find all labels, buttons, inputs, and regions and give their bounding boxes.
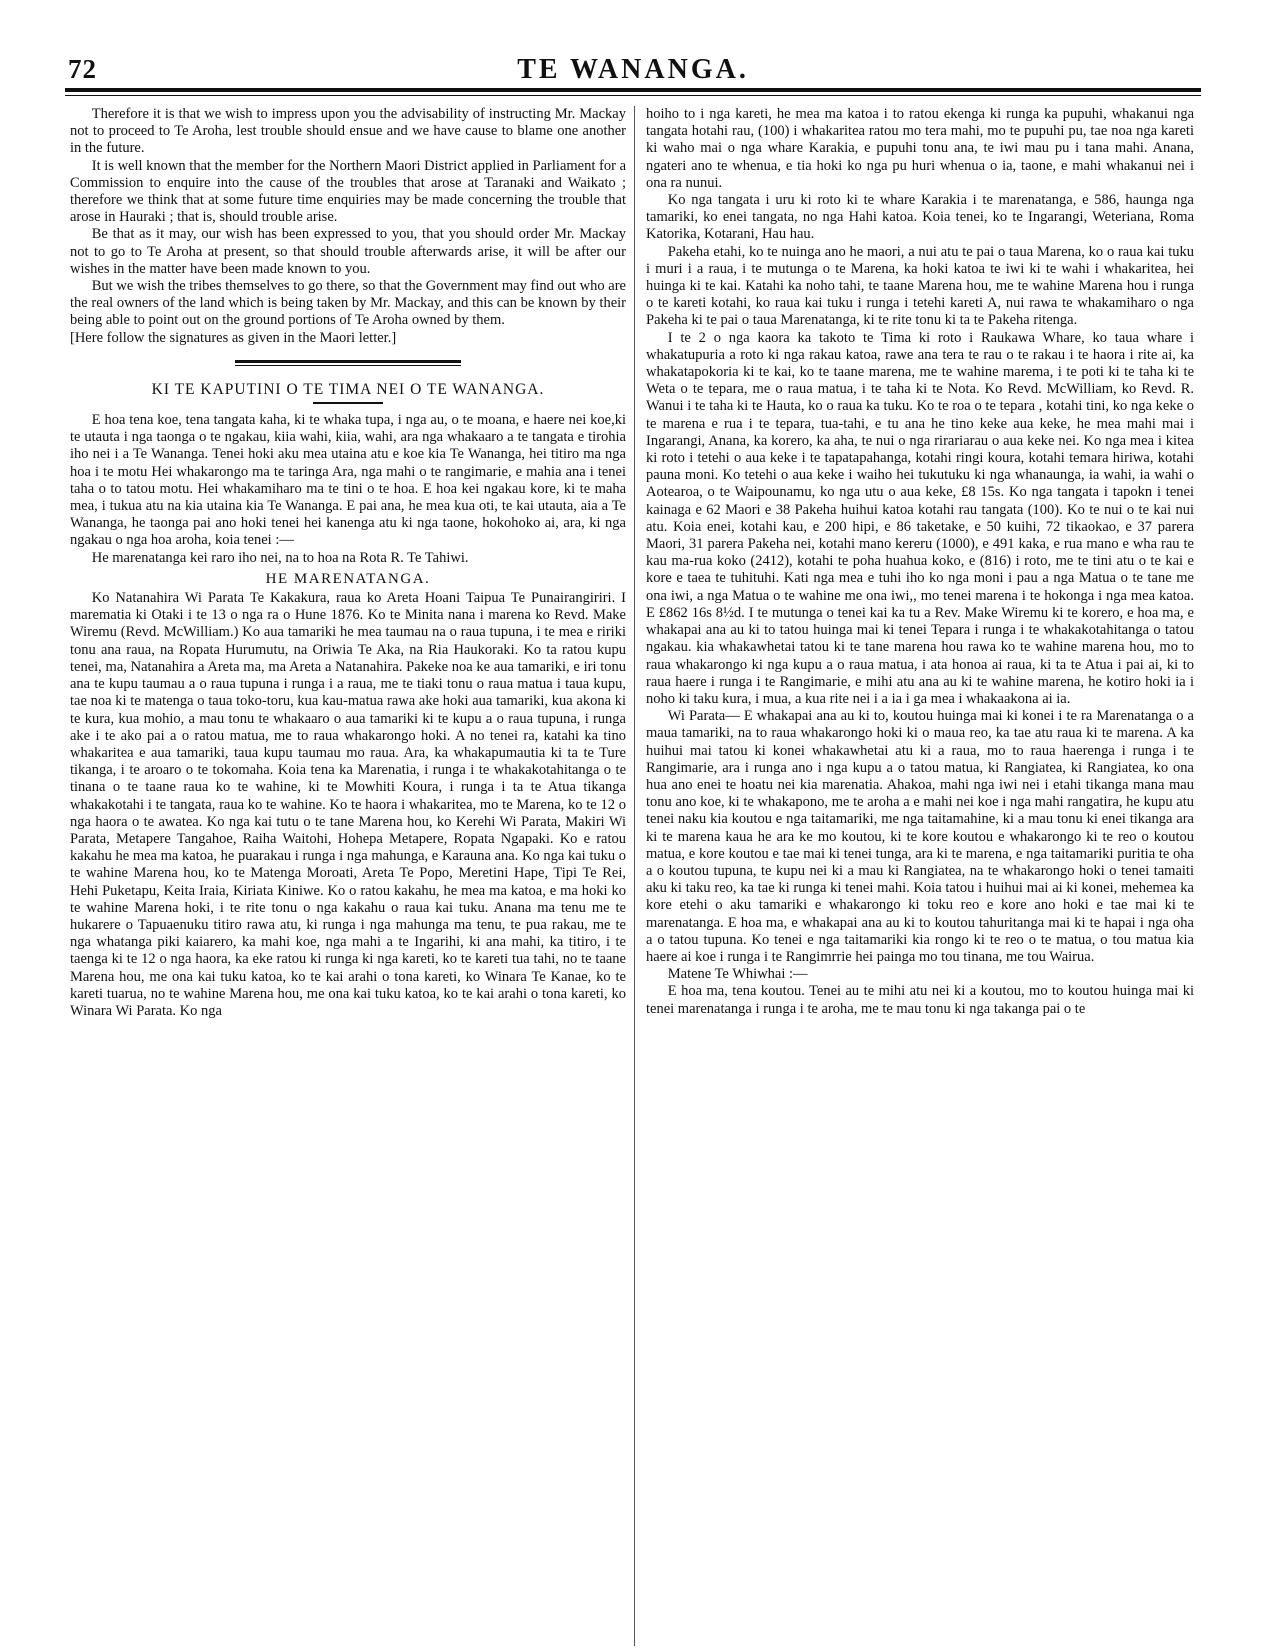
paragraph: Be that as it may, our wish has been expressed to you, that you should order Mr. Mackay not to go to Te Aroha at present, so that should trouble afterwards arise, it will be after our wishes in the matter have been made known to you. [70,226,626,277]
speaker-label: Matene Te Whiwhai :— [667,966,808,983]
header-rule-thin [65,95,1201,96]
title-rule [313,402,383,404]
column-divider [634,106,635,1646]
right-column [646,106,1194,1018]
section-separator [70,355,626,373]
paragraph: Ko Natanahira Wi Parata Te Kakakura, raua ko Areta Hoani Taipua Te Punairangiriri. I marematia ki Otaki i te 13 o nga ra o Hune 1876. Ko te Minita nana i marena ko Revd. Make Wiremu (Revd. McWilliam.) Ko aua tamariki he mea taumau na o raua tupuna, i te mea e ririki tonu ana raua, na Ropata Hurumutu, na Oriwia Te Aka, na Ria Haukoraki. Ko ta ratou kupu tenei, ma, Natanahira a Areta ma, ma Areta a Natanahira. Pakeke noa ke aua tamariki, e iri tonu ana te kupu taumau a o raua tupuna i runga i a raua, me te tiaki tonu o raua matua i taua kupu, tae noa ki te matenga o taua toko-toru, kua kau-matua rawa ake hoki aua tamariki, kua akona ki te kura, kua mohio, a mau tonu te whakaaro o aua tamariki ki te kupu a o raua tupuna, i runga ake i te ako pai a o ratou matua, me to raua whakarongo hoki. A no tenei ra, katahi ka tino whakaritea e aua tamariki, taua kupu taumau mo raua. Ara, ka whakapumautia ki ta te Ture tikanga, i te aroaro o te tokomaha. Koia tena ka Marenatia, i runga i te whakakotahitanga o te tinana o te taane raua ko te wahine, ki te Mowhiti Koura, i runga i ta te Atua tikanga whakakotahi i te tangata, raua ko te wahine. Ko te haora i whakaritea, mo te Marena, ko te 12 o nga haora o te awatea. Ko nga kai tutu o te tane Marena hou, ko Kerehi Wi Parata, Makiri Wi Parata, Metapere Tangahoe, Raiha Waitohi, Hohepa Metapere, Ropata Ngapaki. Ko e ratou kakahu he mea ma katoa, he puarakau i runga i nga mahunga, e Karauna ana. Ko nga kai tuku o te wahine Marena hou, ko te Matenga Moroati, Areta Te Popo, Meretini Hape, Tipi Te Rei, Hehi Puketapu, Keita Iraia, Kiriata Kiniwe. Ko o ratou kakahu, he mea ma katoa, e ma hoki ko te wahine Marena hoki, i te rite tonu o nga kakahu o raua kai tuku. Anana ma tenu me te hukarere o Tapuaenuku titiro rawa atu, ki runga i nga mahunga ma tenu, te pua rakau, me te nga whatanga piki kaiarero, ka mahi koe, nga mahi a te Ingarihi, ki ana mahi, ka titiro, i te taenga ki te 12 o nga haora, ka eke ratou ki runga ki nga kareti, ko te kareti tua tahi, no te taane Marena hou, me ona kai tuku katoa, ko te kai arahi o tona kareti, ko Winara Te Kanae, ko te kareti tuarua, no te wahine Marena hou, me ona kai tuku katoa, ko te kai arahi o tona kareti, ko Winara Wi Parata. Ko nga [70,590,626,1019]
section-title: KI TE KAPUTINI O TE TIMA NEI O TE WANANGA. [151,380,545,398]
masthead-title: TE WANANGA. [517,54,749,85]
paragraph: I te 2 o nga kaora ka takoto te Tima ki roto i Raukawa Whare, ko taua whare i whakatupuria a roto ki nga rakau katoa, rawe ana tera te rau o te rakau i te haora i rite ai, ka whakatapokoria ki te kai, ko te taane marena, me te wahine marema, i te poti ki te taha ki te Weta o te tepara, me o raua matua, i te taha ki te Nota. Ko Revd. McWilliam, ko Revd. R. Wanui i te taha ki te Hauta, ko o raua ka tuku. Ko te roa o te tepara , kotahi tini, ko nga keke o te marena e rua i te tepara, tua-tahi, e tu ana he tino keke aua keke, he mea mahi mai i Ingarangi, Anana, ka korero, ka aha, te nui o nga rirariarau o aua keke nei. Ko nga mea i kitea ki roto i tetehi o aua keke i te tapatapahanga, kotahi ringi koura, kotahi temara hiriwa, kotahi pauna moni. Ko tetehi o aua keke i waiho hei tukutuku ki nga whanaunga, ia wahi, ia wahi o Aotearoa, o te Waipounamu, ko nga utu o aua keke, £8 15s. Ko nga tangata i tapokn i tenei kainaga e 62 Maori e 38 Pakeha huihui katoa kotahi rau tangata (100). Ko te nui o te kai nui atu. Koia enei, kotahi kau, e 200 hipi, e 86 taketake, e 50 kuihi, 72 tikaokao, e 37 parera Maori, 31 parera Pakeha nei, kotahi mano kereru (1000), e 491 kaka, e rua mano e wha rau te kau ma-rua koko (2412), kotahi te poha huahua koko, e (816) i roto, me te tini atu o te kai e kore e taea te tuhituhi. Kati nga mea e tuhi iho ko nga moni i pau a nga Matua o te tane me ona iwi, a nga Matua o te wahine me ona iwi,, mo tenei marena i te hokonga i nga mea katoa. E £862 16s 8½d. I te mutunga o tenei kai ka tu a Rev. Make Wiremu ki te korero, e hoa ma, e whakapai ana au ki to tatou huinga mai ki tenei Tepara i runga i te whakakotahitanga o tatou ngakau. kia whakawhetai tatou ki te tane marena hou rawa ko te wahine marena hou, mo to raua whakarongo ki nga kupu a o raua matua, i ata honoa ai raua, ki ta te Atua i pai ai, ki to raua haere i runga i te Rangimarie, e mihi atu ana au ki te wahine marena, he kotiro hoki ia i noho ki taku kura, i mua, a kua rite nei i a ia i ga mea i whakaakona ai ia. [646,329,1194,707]
page-header [60,46,1206,86]
paragraph: Therefore it is that we wish to impress upon you the advisability of instructing Mr. Mackay not to proceed to Te Aroha, lest trouble should ensue and we have cause to blame one another in the future. [70,106,626,157]
paragraph: hoiho to i nga kareti, he mea ma katoa i to ratou ekenga ki runga ka pupuhi, whakanui nga tangata hotahi rau, (100) i whakaritea ratou mo tera mahi, mo te pupuhi pu, tae noa nga kareti ki waho mai o nga whare Karakia, e pupuhi tonu ana, te iwi mau pu i tana mahi. Anana, ngateri ano te whenua, e tia hoki ko nga pu huri whenua o ia, taone, e mahi whakanui nei i ona ra nunui. [646,106,1194,191]
paragraph: E hoa ma, tena koutou. Tenei au te mihi atu nei ki a koutou, mo to koutou huinga mai ki tenei marenatanga i runga i te aroha, me te mau tonu ki nga takanga pai o te [646,983,1194,1017]
paragraph: Wi Parata— E whakapai ana au ki to, koutou huinga mai ki konei i te ra Marenatanga o a maua tamariki, na to raua whakarongo hoki ki o maua reo, ka tae atu raua ki te marena. A ka huihui mai tatou ki konei whakawhetai atu ki a raua, mo to raua haerenga i runga i te Rangimarie, ara i runga ano i nga kupu a o tatou matua, ki Rangiatea, ki Rangiatea, ko ona hua ano enei te hoatu nei kia marenatia. Ahakoa, mahi nga iwi nei i etahi tikanga mana mau tonu ano koe, ki te whakapono, me te aroha a e mahi nei koe i nga mahi rangatira, he kupu atu tenei naku kia koutou e nga taitamariki, me nga taitamahine, ki a mau tonu ki enei tikanga ara ki te marena kaua he ara ke mo koutou, ki te kore koutou e whakarongo ki te reo o koutou matua, e kore koutou e tae mai ki tenei tunga, ara ki te marena, e nga taitamariki puritia te oha a o koutou tupuna, te kupu nei ki a mau ki Rangiatea, na te whakarongo hoki o tenei tamaiti aku ki taku reo, ka tae ki runga ki tenei mahi. Koia tatou i huihui mai ai ki konei, mehemea ka kore etehi o aku tamariki e whakarongo ki toku reo e kore ano hoki e tae mai ki te marenatanga. E hoa ma, e whakapai ana au ki to koutou tahuritanga mai ki te hapai i nga oha a o tatou tupuna. Ko tenei e nga taitamariki kia rongo ki te reo o te matua, o tou matua kia haere ai koe i runga i te Rangimrrie hei painga mo tou tinana, me tou Wairua. [646,708,1194,965]
paragraph: But we wish the tribes themselves to go there, so that the Government may find out who are the real owners of the land which is being taken by Mr. Mackay, and this can be known by their being able to point out on the ground portions of Te Aroha owned by them. [70,278,626,329]
left-column [70,106,626,1020]
paragraph: Ko nga tangata i uru ki roto ki te whare Karakia i te marenatanga, e 586, haunga nga tamariki, ko enei tangata, no nga Hahi katoa. Koia tenei, ko te Ingarangi, Weteriana, Roma Katorika, Kotarani, Hau hau. [646,192,1194,243]
paragraph: He marenatanga kei raro iho nei, na to hoa na Rota R. Te Tahiwi. [91,549,469,566]
paragraph: Pakeha etahi, ko te nuinga ano he maori, a nui atu te pai o taua Marena, ko o raua kai tuku i muri i a raua, i te mutunga o te Marena, ka hoki katoa te iwi ki te wahi i whakaritea, hei huinga ki te kai. Katahi ka noho tahi, te taane Marena hou, me te wahine Marena hou i runga o te kareti kotahi, ko raua kai tuku i runga i tetehi kareti A, nui rawa te whakamiharo o nga Pakeha ki te pai o taua Marenatanga, ki te rite tonu ki ta te Pakeha ritenga. [646,243,1194,329]
page-number: 72 [68,54,97,84]
subheading: HE MARENATANGA. [265,570,431,587]
signature-note: [Here follow the signatures as given in the Maori letter.] [70,329,397,346]
paragraph: It is well known that the member for the Northern Maori District applied in Parliament for a Commission to enquire into the cause of the troubles that arose at Taranaki and Waikato ; therefore we think that at some future time enquiries may be made concerning the trouble that arose in Hauraki ; that is, should trouble arise. [70,157,626,226]
header-rule-thick [65,88,1201,92]
paragraph: E hoa tena koe, tena tangata kaha, ki te whaka tupa, i nga au, o te moana, e haere nei koe,ki te utauta i nga taonga o te ngakau, kiia wahi, kiia, wahi, ara nga whakaaro a te tangata e tirohia iho nei i a Te Wananga. Tenei hoki aku mea utaina atu e koe kia Te Wananga, hei titiro ma nga hoa i te motu Hei whakarongo ma te taringa Ara, nga mahi o te rangimarie, e mahia ana i tenei taha o to tatou motu. Hei whakamiharo ma te tini o te hoa. E hoa kei ngakau kore, ki te maha mea, i tukua atu na kia utaina kia Te Wananga. E pai ana, he mea kua oti, te kai utauta, aia a Te Wananga, he taonga pai ano hoki tenei hei kanenga atu ki nga taone, hokohoko ai, ara, ki nga ngakau o nga hoa aroha, koia tenei :— [70,412,626,549]
